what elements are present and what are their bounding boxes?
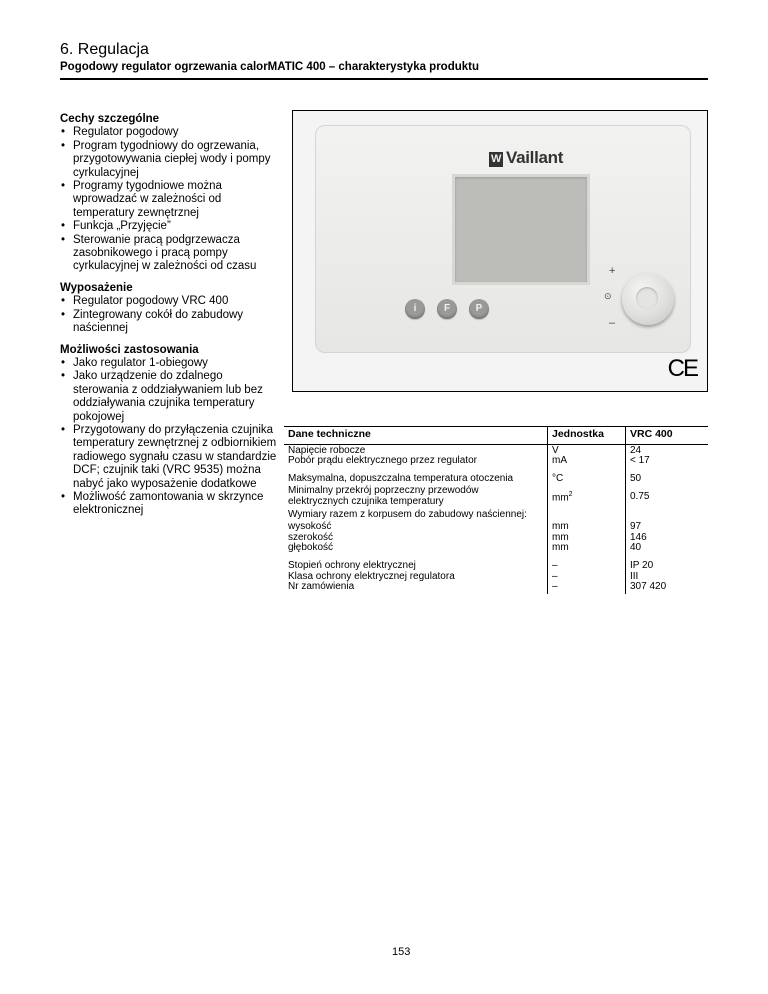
- section-heading-applications: Możliwości zastosowania: [60, 343, 199, 356]
- applications-list: [60, 357, 280, 518]
- product-photo: [292, 110, 708, 392]
- list-item: • Regulator pogodowy VRC 400: [60, 295, 280, 308]
- header-rule: [60, 78, 708, 80]
- lcd-screen: [452, 174, 590, 285]
- dial-plus-label: +: [609, 265, 616, 277]
- page-number: 153: [392, 946, 411, 958]
- header-cell: VRC 400: [626, 427, 709, 445]
- equipment-list: [60, 295, 280, 335]
- list-item: • Program tygodniowy do ogrzewania, przygotowywania ciepłej wody i pompy cyrkulacyjnej: [60, 140, 280, 180]
- rotary-knob: [622, 273, 674, 325]
- knob-center: [636, 287, 658, 309]
- features-column: [60, 113, 280, 526]
- program-button: P: [469, 299, 489, 319]
- header-cell: Dane techniczne: [284, 427, 548, 445]
- list-item: • Programy tygodniowe można wprowadzać w zależności od temperatury zewnętrznej: [60, 180, 280, 220]
- list-item: • Przygotowany do przyłączenia czujnika temperatury zewnętrznej z odbiornikiem radiowego sygnału czasu w standardzie DCF; czujnik taki (VRC 9535) można nabyć jako wyposażenie dodatkowe: [60, 424, 280, 491]
- table-row: Wymiary razem z korpusem do zabudowy naściennej:: [284, 509, 708, 522]
- section-heading-features: Cechy szczególne: [60, 113, 160, 125]
- list-item: • Jako regulator 1-obiegowy: [60, 357, 280, 370]
- table-header-row: [284, 427, 708, 445]
- list-item: • Regulator pogodowy: [60, 126, 280, 139]
- page-title: 6. Regulacja: [60, 41, 149, 58]
- list-item: • Jako urządzenie do zdalnego sterowania z oddziaływaniem lub bez oddziaływania czujnika temperatury pokojowej: [60, 370, 280, 424]
- section-heading-equipment: Wyposażenie: [60, 281, 133, 294]
- list-item: • Możliwość zamontowania w skrzynce elektronicznej: [60, 491, 280, 518]
- dial-select-icon: ⊙: [604, 291, 612, 301]
- controller-device: [315, 125, 691, 353]
- table-row: Stopień ochrony elektrycznej Klasa ochrony elektrycznej regulatora Nr zamówienia – – – IP 20 III 307 420: [284, 555, 708, 594]
- technical-data-table: [284, 426, 708, 594]
- header-cell: Jednostka: [548, 427, 626, 445]
- brand-logo: W Vaillant: [490, 148, 564, 167]
- ce-mark: CE: [667, 355, 697, 382]
- brand-mark-icon: W: [490, 153, 502, 165]
- page-subtitle: Pogodowy regulator ogrzewania calorMATIC 400 – charakterystyka produktu: [60, 61, 480, 73]
- table-row: wysokość szerokość głębokość mm mm mm 97 146 40: [284, 521, 708, 555]
- table-row: Minimalny przekrój poprzeczny przewodów elektrycznych czujnika temperatury $mm^2$ 0.75: [284, 485, 708, 508]
- table-row: Napięcie robocze Pobór prądu elektrycznego przez regulator V mA 24 < 17: [284, 444, 708, 468]
- list-item: • Funkcja „Przyjęcie”: [60, 220, 280, 233]
- list-item: • Zintegrowany cokół do zabudowy naściennej: [60, 309, 280, 336]
- function-button: F: [437, 299, 457, 319]
- list-item: • Sterowanie pracą podgrzewacza zasobnikowego i pracą pompy cyrkulacyjnej w zależności od czasu: [60, 234, 280, 274]
- info-button: i: [405, 299, 425, 319]
- features-list: [60, 126, 280, 273]
- dial-minus-label: –: [609, 317, 616, 329]
- table-row: Maksymalna, dopuszczalna temperatura otoczenia °C 50: [284, 468, 708, 486]
